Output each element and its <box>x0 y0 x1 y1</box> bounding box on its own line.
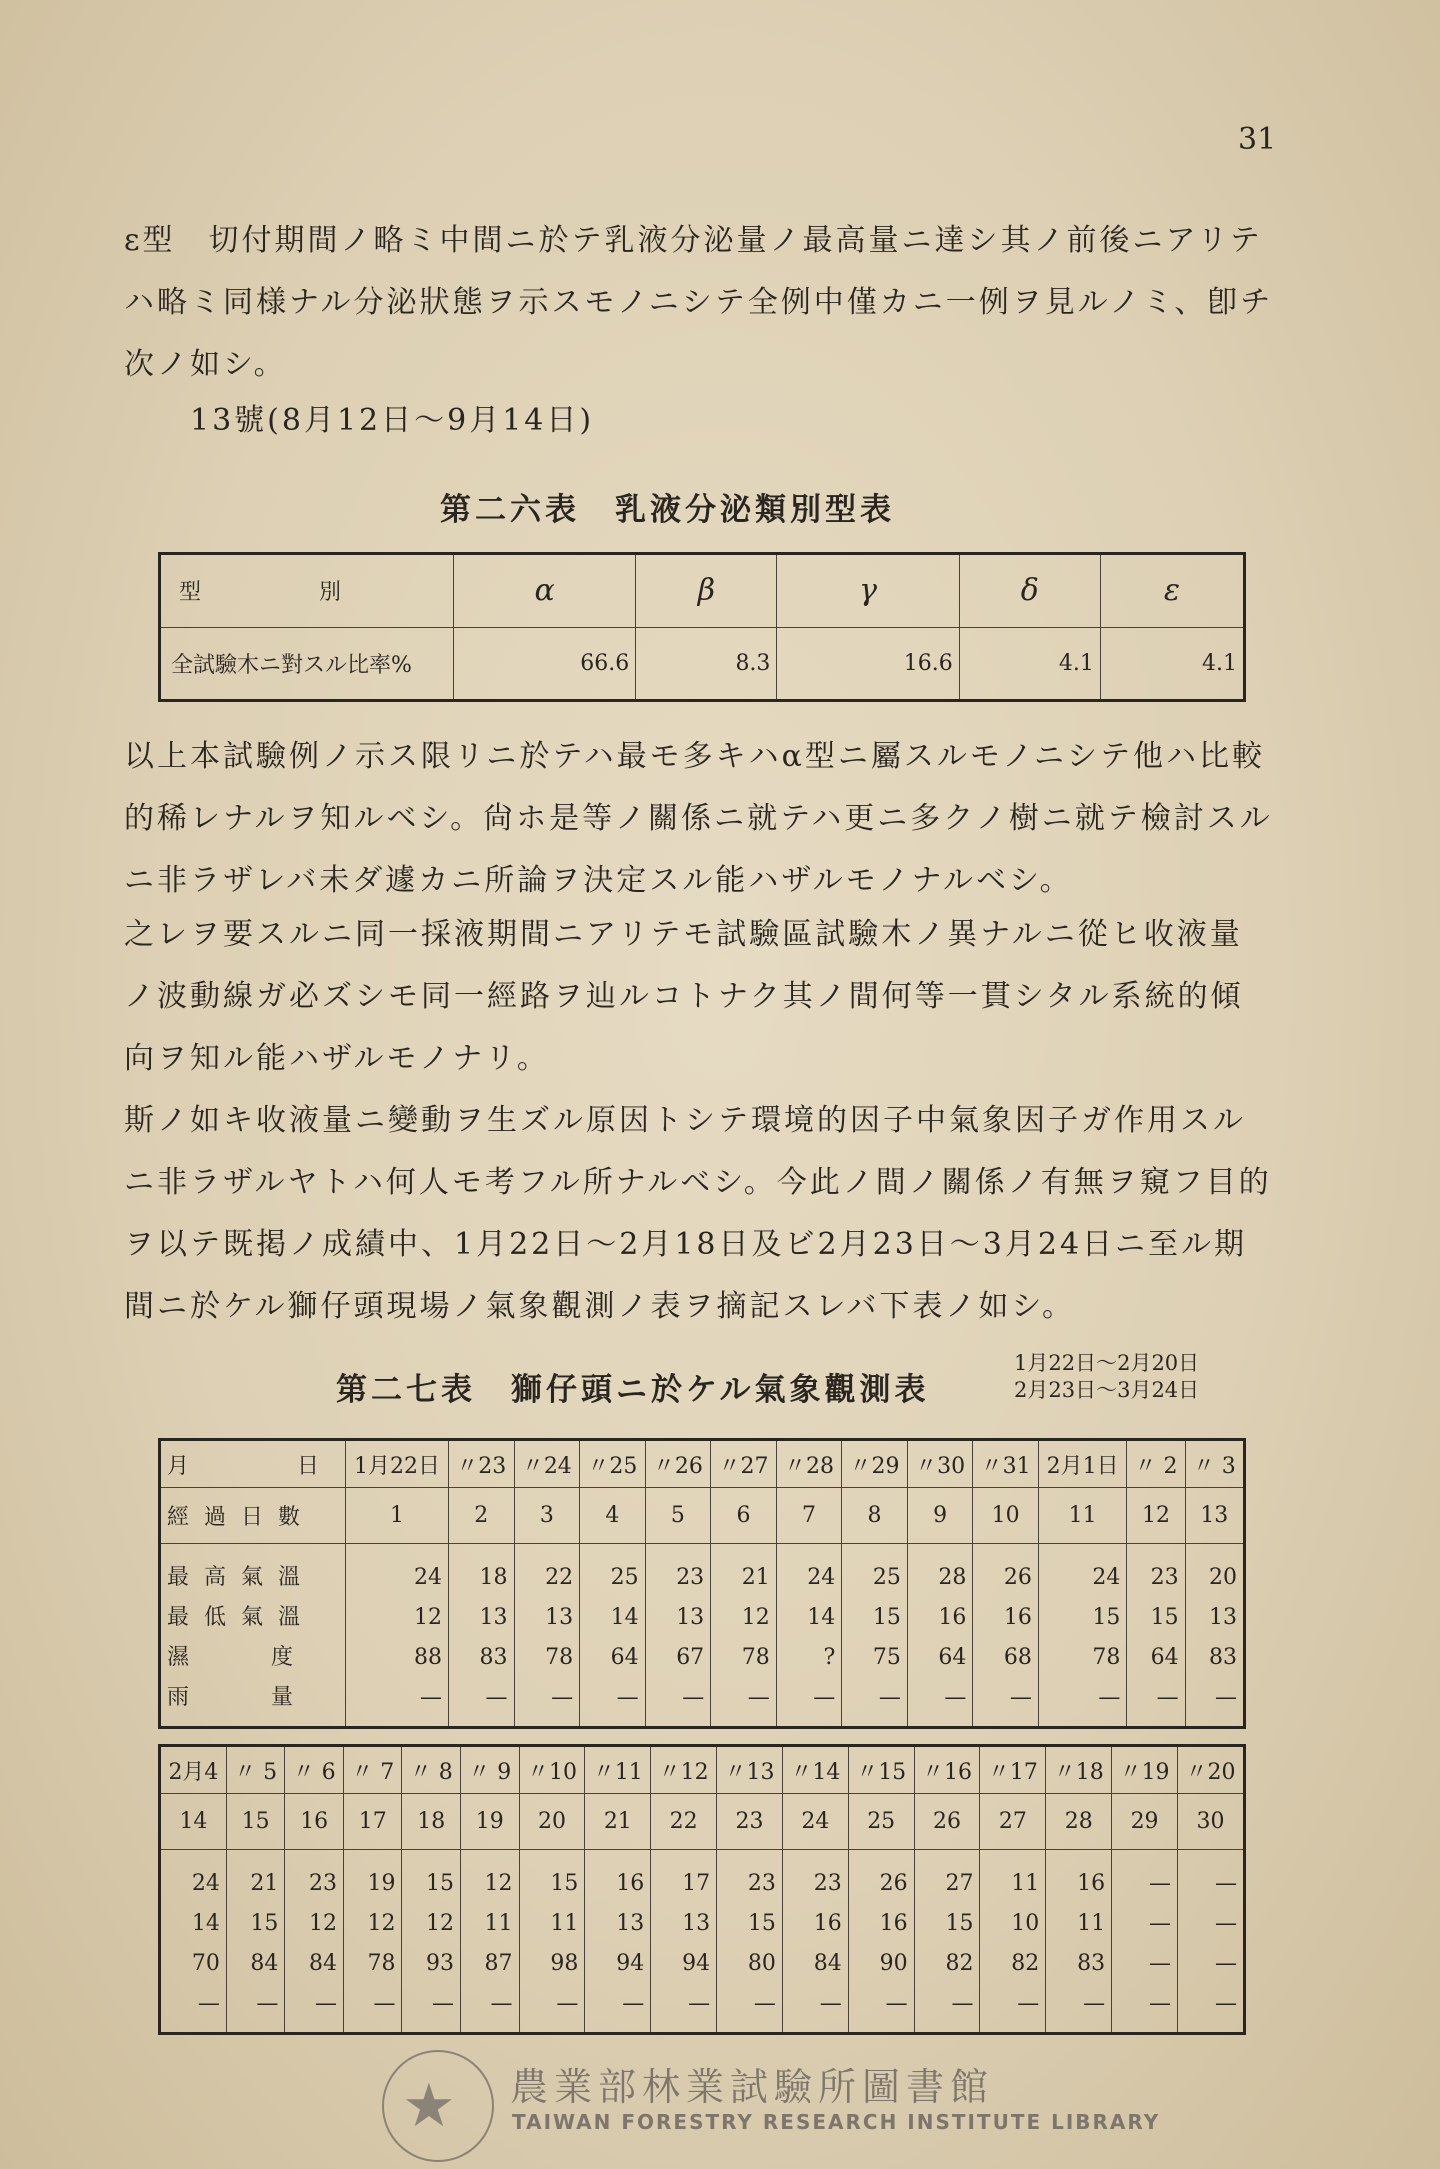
table27-data-column <box>973 1544 1039 1728</box>
table27-min-temp-cell: 14 <box>610 1605 639 1630</box>
table27-date-cell: 1月22日 <box>346 1440 449 1488</box>
table27-date-cell: 〃 3 <box>1185 1440 1244 1488</box>
table26-type-cell: γ <box>777 554 959 628</box>
table27-humidity-cell: 70 <box>191 1951 220 1976</box>
table27-humidity-cell: 90 <box>879 1951 908 1976</box>
table26-type-cell: ε <box>1100 554 1244 628</box>
table27-block2-data-row <box>160 1850 1245 2034</box>
table26-type-cell: δ <box>959 554 1100 628</box>
table27-date-cell: 〃19 <box>1112 1746 1178 1794</box>
table27-days-cell: 30 <box>1177 1794 1244 1850</box>
table27-period-line: 2月23日～3月24日 <box>1014 1378 1200 1402</box>
table27-humidity-cell: 84 <box>813 1951 842 1976</box>
table27-data-column <box>1038 1544 1126 1728</box>
table27-humidity-cell: 83 <box>1209 1645 1237 1670</box>
table27-min-temp-cell: 12 <box>414 1605 442 1630</box>
table27-days-cell: 19 <box>461 1794 520 1850</box>
table27-max-temp-cell: 26 <box>1003 1565 1032 1590</box>
table27-rain-cell: — <box>688 1991 711 2016</box>
table27-date-label: 月 日 <box>160 1440 346 1488</box>
table27-rain-cell: — <box>622 1991 645 2016</box>
table27-date-cell: 〃11 <box>585 1746 651 1794</box>
table27-max-temp-cell: 24 <box>191 1871 220 1896</box>
table27-humidity-cell: 94 <box>616 1951 645 1976</box>
table27-rain-cell: — <box>616 1685 639 1710</box>
table27-humidity-cell: 94 <box>682 1951 711 1976</box>
library-seal-logo <box>382 2050 494 2162</box>
table27-max-temp-cell: 28 <box>938 1565 967 1590</box>
table27-humidity-cell: 64 <box>610 1645 639 1670</box>
table27-data-column <box>717 1850 783 2034</box>
table26-value-cell: 4.1 <box>1100 627 1244 701</box>
table27-min-temp-cell: 12 <box>741 1605 770 1630</box>
table27-max-temp-cell: 21 <box>741 1565 770 1590</box>
table27-max-temp-cell: 18 <box>479 1565 508 1590</box>
table27-humidity-cell: 75 <box>872 1645 901 1670</box>
table27-data-column <box>848 1850 914 2034</box>
table27-data-column <box>776 1544 842 1728</box>
table27-date-cell: 〃23 <box>449 1440 515 1488</box>
table27-data-column <box>226 1850 285 2034</box>
table27-rain-cell: — <box>1017 1991 1040 2016</box>
table27-data-column <box>1046 1850 1112 2034</box>
table27-date-cell: 〃12 <box>651 1746 717 1794</box>
table27-min-temp-cell: 13 <box>682 1911 711 1936</box>
table27-max-temp-cell: 15 <box>550 1871 579 1896</box>
table27-days-cell: 29 <box>1112 1794 1178 1850</box>
table27-block2-date-row <box>160 1746 1245 1794</box>
table27-block1 <box>158 1438 1246 1729</box>
table27-max-temp-cell: 27 <box>945 1871 974 1896</box>
table27-date-cell: 2月4 <box>160 1746 227 1794</box>
table27-min-temp-cell: 15 <box>872 1605 901 1630</box>
table27-data-column <box>346 1544 449 1728</box>
table26 <box>158 552 1246 702</box>
table27-days-cell: 6 <box>711 1488 777 1544</box>
table27-data-column <box>907 1544 973 1728</box>
table27-min-temp-cell: 14 <box>807 1605 836 1630</box>
table27-days-cell: 27 <box>980 1794 1046 1850</box>
table27-min-temp-cell: 16 <box>813 1911 842 1936</box>
table27-rain-cell: — <box>420 1685 442 1710</box>
table26-ratio-row <box>160 627 1245 701</box>
table27-min-temp-cell: 13 <box>676 1605 705 1630</box>
table27-humidity-cell: 88 <box>414 1645 442 1670</box>
table27-humidity-cell: 82 <box>945 1951 974 1976</box>
table27-days-cell: 16 <box>285 1794 344 1850</box>
table26-type-label: 型 別 <box>160 554 454 628</box>
table27-max-temp-cell: — <box>1148 1871 1171 1896</box>
table27-days-cell: 2 <box>449 1488 515 1544</box>
table27-rain-cell: — <box>885 1991 908 2016</box>
table27-data-column <box>1185 1544 1244 1728</box>
table27-humidity-cell: 84 <box>308 1951 337 1976</box>
table27-rain-cell: — <box>1009 1685 1032 1710</box>
table27-humidity-cell: 98 <box>550 1951 579 1976</box>
table27-max-temp-cell: 25 <box>872 1565 901 1590</box>
table27-humidity-cell: 84 <box>250 1951 279 1976</box>
table27-item-labels <box>160 1544 346 1728</box>
table27-days-cell: 12 <box>1127 1488 1185 1544</box>
seal-star-icon: ★ <box>402 2071 456 2141</box>
table27-date-cell: 〃 7 <box>343 1746 402 1794</box>
table27-date-cell: 〃31 <box>973 1440 1039 1488</box>
table27-data-column <box>1127 1544 1185 1728</box>
table27-rain-cell: — <box>551 1685 574 1710</box>
table27-days-cell: 28 <box>1046 1794 1112 1850</box>
table27-rain-cell: — <box>1156 1685 1179 1710</box>
table27-days-cell: 10 <box>973 1488 1039 1544</box>
table27-data-column <box>980 1850 1046 2034</box>
specimen-13-period: 13號(8月12日～9月14日) <box>190 403 595 438</box>
table27-data-column <box>914 1850 980 2034</box>
table27-humidity-cell: 67 <box>676 1645 705 1670</box>
table27-min-temp-cell: 11 <box>1077 1911 1106 1936</box>
table27-rain-cell: — <box>256 1991 279 2016</box>
table27-rain-cell: — <box>819 1991 842 2016</box>
table27-max-temp-cell: 24 <box>1092 1565 1121 1590</box>
table26-value-cell: 4.1 <box>959 627 1100 701</box>
table27-rain-cell: — <box>1215 1685 1237 1710</box>
table27-date-cell: 〃16 <box>914 1746 980 1794</box>
table27-data-column <box>651 1850 717 2034</box>
table27-date-cell: 〃13 <box>717 1746 783 1794</box>
table27-block1-days-row <box>160 1488 1245 1544</box>
table27-caption: 第二七表 獅仔頭ニ於ケル氣象觀測表 <box>336 1372 930 1408</box>
table27-days-cell: 25 <box>848 1794 914 1850</box>
table27-data-column <box>514 1544 580 1728</box>
table27-max-temp-cell: — <box>1215 1871 1237 1896</box>
table27-data-column <box>711 1544 777 1728</box>
paragraph-conclusion: 之レヲ要スルニ同一採液期間ニアリテモ試驗區試驗木ノ異ナルニ從ヒ收液量ノ波動線ガ必ズシモ同一經路ヲ辿ルコトナク其ノ間何等一貫シタル系統的傾向ヲ知ル能ハザルモノナリ。 <box>124 917 1244 1076</box>
table27-date-cell: 〃29 <box>842 1440 908 1488</box>
table27-min-temp-cell: 15 <box>1150 1605 1179 1630</box>
table27-date-cell: 〃27 <box>711 1440 777 1488</box>
table27-min-temp-cell: 15 <box>747 1911 776 1936</box>
table27-min-temp-cell: 10 <box>1011 1911 1040 1936</box>
table27-max-temp-cell: 19 <box>367 1871 396 1896</box>
table27-data-column <box>782 1850 848 2034</box>
table27-humidity-cell: 83 <box>1077 1951 1106 1976</box>
min-temp-label: 最 低 氣 溫 <box>167 1605 304 1630</box>
table27-rain-cell: — <box>556 1991 579 2016</box>
table27-data-column <box>449 1544 515 1728</box>
table27-min-temp-cell: 13 <box>616 1911 645 1936</box>
library-name-cn: 農業部林業試驗所圖書館 <box>510 2065 995 2109</box>
table27-days-cell: 1 <box>346 1488 449 1544</box>
humidity-label: 濕 度 <box>167 1645 298 1670</box>
table27-max-temp-cell: 17 <box>682 1871 711 1896</box>
table27-min-temp-cell: 15 <box>945 1911 974 1936</box>
table27-max-temp-cell: 26 <box>879 1871 908 1896</box>
table27-min-temp-cell: 16 <box>1003 1605 1032 1630</box>
table27-rain-cell: — <box>1148 1991 1171 2016</box>
table27-rain-cell: — <box>747 1685 770 1710</box>
table27-date-cell: 〃20 <box>1177 1746 1244 1794</box>
table27-max-temp-cell: 23 <box>1150 1565 1179 1590</box>
table27-max-temp-cell: 16 <box>1077 1871 1106 1896</box>
table27-date-cell: 〃 8 <box>402 1746 461 1794</box>
table27-max-temp-cell: 22 <box>545 1565 574 1590</box>
table27-days-cell: 4 <box>580 1488 646 1544</box>
table27-humidity-cell: 78 <box>367 1951 396 1976</box>
table27-humidity-cell: 64 <box>1150 1645 1179 1670</box>
table27-date-cell: 〃 6 <box>285 1746 344 1794</box>
table27-data-column <box>842 1544 908 1728</box>
table27-date-cell: 〃 9 <box>461 1746 520 1794</box>
table27-humidity-cell: — <box>1215 1951 1237 1976</box>
table27-min-temp-cell: 13 <box>545 1605 574 1630</box>
table27-period-line: 1月22日～2月20日 <box>1014 1351 1200 1375</box>
table27-data-column <box>580 1544 646 1728</box>
paragraph-summary: 以上本試驗例ノ示ス限リニ於テハ最モ多キハα型ニ屬スルモノニシテ他ハ比較的稀レナルヲ知ルベシ。尙ホ是等ノ關係ニ就テハ更ニ多クノ樹ニ就テ檢討スルニ非ラザレバ未ダ遽カニ所論ヲ決定スル能ハザルモノナルベシ。 <box>124 739 1273 898</box>
table27-max-temp-cell: 23 <box>676 1565 705 1590</box>
table27-block1-data-row <box>160 1544 1245 1728</box>
table27-min-temp-cell: 13 <box>1209 1605 1237 1630</box>
table27-date-cell: 〃26 <box>645 1440 711 1488</box>
table27-data-column <box>461 1850 520 2034</box>
table27-data-column <box>1177 1850 1244 2034</box>
table27-humidity-cell: 64 <box>938 1645 967 1670</box>
table27-min-temp-cell: 13 <box>479 1605 508 1630</box>
table27-date-cell: 2月1日 <box>1038 1440 1126 1488</box>
table27-date-cell: 〃10 <box>519 1746 585 1794</box>
table27-date-cell: 〃14 <box>782 1746 848 1794</box>
table26-header-row <box>160 554 1245 628</box>
table27-days-cell: 11 <box>1038 1488 1126 1544</box>
table27-rain-cell: — <box>314 1991 337 2016</box>
table27-days-cell: 5 <box>645 1488 711 1544</box>
table27-days-cell: 22 <box>651 1794 717 1850</box>
table27-min-temp-cell: 12 <box>308 1911 337 1936</box>
table27-days-cell: 18 <box>402 1794 461 1850</box>
table27-data-column <box>585 1850 651 2034</box>
table27-date-cell: 〃24 <box>514 1440 580 1488</box>
table26-value-cell: 8.3 <box>636 627 777 701</box>
rain-label: 雨 量 <box>167 1685 298 1710</box>
table27-days-cell: 7 <box>776 1488 842 1544</box>
table27-days-cell: 26 <box>914 1794 980 1850</box>
table27-data-column <box>285 1850 344 2034</box>
table27-min-temp-cell: — <box>1148 1911 1171 1936</box>
table26-value-cell: 16.6 <box>777 627 959 701</box>
table27-humidity-cell: 80 <box>747 1951 776 1976</box>
table27-max-temp-cell: 23 <box>813 1871 842 1896</box>
paragraph-epsilon-type: ε型 切付期間ノ略ミ中間ニ於テ乳液分泌量ノ最高量ニ達シ其ノ前後ニアリテハ略ミ同様ナル分泌狀態ヲ示スモノニシテ全例中僅カニ一例ヲ見ルノミ、卽チ次ノ如シ。 <box>124 223 1274 382</box>
table27-humidity-cell: 68 <box>1003 1645 1032 1670</box>
table26-type-cell: α <box>454 554 636 628</box>
table27-date-cell: 〃 5 <box>226 1746 285 1794</box>
table27-max-temp-cell: 21 <box>250 1871 279 1896</box>
table27-rain-cell: — <box>951 1991 974 2016</box>
table27-max-temp-cell: 23 <box>747 1871 776 1896</box>
table27-period-note <box>1014 1350 1199 1404</box>
table27-min-temp-cell: 14 <box>191 1911 220 1936</box>
table27-data-column <box>645 1544 711 1728</box>
table27-date-cell: 〃18 <box>1046 1746 1112 1794</box>
table27-humidity-cell: 82 <box>1011 1951 1040 1976</box>
table27-max-temp-cell: 25 <box>610 1565 639 1590</box>
table27-rain-cell: — <box>432 1991 455 2016</box>
table27-days-cell: 21 <box>585 1794 651 1850</box>
table27-days-cell: 24 <box>782 1794 848 1850</box>
table27-min-temp-cell: 12 <box>426 1911 455 1936</box>
table27-min-temp-cell: 15 <box>1092 1605 1121 1630</box>
table27-days-cell: 17 <box>343 1794 402 1850</box>
table27-date-cell: 〃15 <box>848 1746 914 1794</box>
table27-rain-cell: — <box>1098 1685 1121 1710</box>
table27-date-cell: 〃 2 <box>1127 1440 1185 1488</box>
table27-min-temp-cell: 11 <box>484 1911 513 1936</box>
table27-max-temp-cell: 11 <box>1011 1871 1040 1896</box>
table27-date-cell: 〃30 <box>907 1440 973 1488</box>
table27-rain-cell: — <box>682 1685 705 1710</box>
table27-humidity-cell: 78 <box>545 1645 574 1670</box>
table27-humidity-cell: — <box>1148 1951 1171 1976</box>
table27-block1-date-row <box>160 1440 1245 1488</box>
table27-max-temp-cell: 23 <box>308 1871 337 1896</box>
table27-data-column <box>1112 1850 1178 2034</box>
table27-rain-cell: — <box>813 1685 836 1710</box>
max-temp-label: 最 高 氣 溫 <box>167 1565 304 1590</box>
table27-data-column <box>402 1850 461 2034</box>
table27-min-temp-cell: — <box>1215 1911 1237 1936</box>
table27-max-temp-cell: 20 <box>1209 1565 1237 1590</box>
table27-days-label: 經 過 日 數 <box>160 1488 346 1544</box>
table27-days-cell: 9 <box>907 1488 973 1544</box>
table27-rain-cell: — <box>373 1991 396 2016</box>
table27-humidity-cell: 78 <box>1092 1645 1121 1670</box>
table27-humidity-cell: 87 <box>484 1951 513 1976</box>
table27-rain-cell: — <box>878 1685 901 1710</box>
table27-rain-cell: — <box>490 1991 513 2016</box>
table27-days-cell: 20 <box>519 1794 585 1850</box>
table27-rain-cell: — <box>197 1991 220 2016</box>
table27-rain-cell: — <box>1215 1991 1237 2016</box>
table27-humidity-cell: ? <box>823 1645 836 1670</box>
table27-min-temp-cell: 15 <box>250 1911 279 1936</box>
table27-days-cell: 13 <box>1185 1488 1244 1544</box>
library-name-en: TAIWAN FORESTRY RESEARCH INSTITUTE LIBRARY <box>512 2110 1161 2134</box>
table27-humidity-cell: 78 <box>741 1645 770 1670</box>
table27-min-temp-cell: 12 <box>367 1911 396 1936</box>
table27-rain-cell: — <box>944 1685 967 1710</box>
table27-block2-days-row <box>160 1794 1245 1850</box>
table27-data-column <box>343 1850 402 2034</box>
table27-date-cell: 〃25 <box>580 1440 646 1488</box>
table27-rain-cell: — <box>753 1991 776 2016</box>
table27-min-temp-cell: 16 <box>938 1605 967 1630</box>
table27-block2 <box>158 1744 1246 2035</box>
table27-date-cell: 〃17 <box>980 1746 1046 1794</box>
table27-data-column <box>519 1850 585 2034</box>
table27-date-cell: 〃28 <box>776 1440 842 1488</box>
table27-days-cell: 14 <box>160 1794 227 1850</box>
table27-max-temp-cell: 24 <box>414 1565 442 1590</box>
table26-value-cell: 66.6 <box>454 627 636 701</box>
table27-days-cell: 8 <box>842 1488 908 1544</box>
table26-type-cell: β <box>636 554 777 628</box>
table27-max-temp-cell: 16 <box>616 1871 645 1896</box>
table27-rain-cell: — <box>485 1685 508 1710</box>
table26-caption: 第二六表 乳液分泌類別型表 <box>440 492 895 528</box>
paragraph-weather-factor: 斯ノ如キ收液量ニ變動ヲ生ズル原因トシテ環境的因子中氣象因子ガ作用スルニ非ラザルヤトハ何人モ考フル所ナルベシ。今此ノ間ノ關係ノ有無ヲ窺フ目的ヲ以テ既掲ノ成績中、1月22日～2月18日及ビ2月23日～3月24日ニ至ル期間ニ於ケル獅仔頭現場ノ氣象觀測ノ表ヲ摘記スレバ下表ノ如シ。 <box>124 1103 1272 1324</box>
table27-data-column <box>160 1850 227 2034</box>
table27-max-temp-cell: 12 <box>484 1871 513 1896</box>
table27-rain-cell: — <box>1083 1991 1106 2016</box>
table27-min-temp-cell: 11 <box>550 1911 579 1936</box>
table27-days-cell: 15 <box>226 1794 285 1850</box>
table27-max-temp-cell: 24 <box>807 1565 836 1590</box>
table27-days-cell: 23 <box>717 1794 783 1850</box>
table27-max-temp-cell: 15 <box>426 1871 455 1896</box>
table26-ratio-label: 全試驗木ニ對スル比率% <box>160 627 454 701</box>
table27-humidity-cell: 93 <box>426 1951 455 1976</box>
table27-days-cell: 3 <box>514 1488 580 1544</box>
table27-humidity-cell: 83 <box>479 1645 508 1670</box>
page-number: 31 <box>1238 122 1277 157</box>
table27-min-temp-cell: 16 <box>879 1911 908 1936</box>
